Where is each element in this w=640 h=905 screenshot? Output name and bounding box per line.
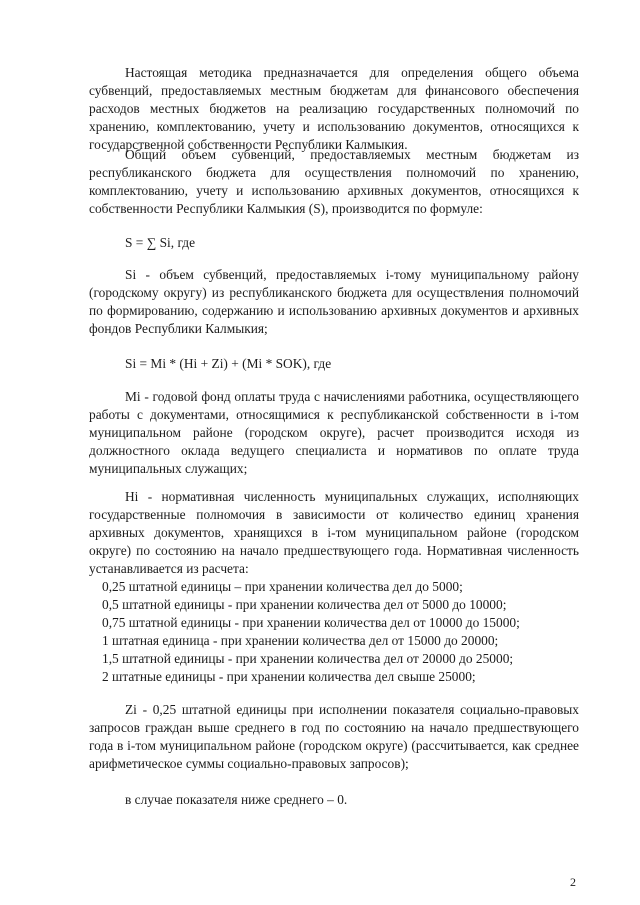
zi-definition: Zi - 0,25 штатной единицы при исполнении показателя социально-правовых запросов граждан выше среднего в год по состоянию на начало предшествующего года в i-том муниципальном районе (городском округе) (рассчитывается, как среднее арифметическое суммы социально-правовых запросов); — [89, 702, 579, 771]
hi-norms-list — [89, 578, 579, 686]
page-number: 2 — [570, 875, 576, 889]
list-item: 0,5 штатной единицы - при хранении количества дел от 5000 до 10000; — [102, 597, 507, 612]
list-item: 1 штатная единица - при хранении количества дел от 15000 до 20000; — [102, 633, 499, 648]
list-item: 1,5 штатной единицы - при хранении количества дел от 20000 до 25000; — [102, 651, 514, 666]
list-item: 0,75 штатной единицы - при хранении количества дел от 10000 до 15000; — [102, 615, 520, 630]
zi-below-average: в случае показателя ниже среднего – 0. — [125, 792, 348, 807]
si-definition: Si - объем субвенций, предоставляемых i-тому муниципальному району (городскому округу) из республиканского бюджета для осуществления полномочий по формированию, содержанию и использованию архивных документов и архивных фондов Республики Калмыкия; — [89, 267, 579, 336]
intro-paragraph-2: Общий объем субвенций, предоставляемых местным бюджетам из республиканского бюджета для осуществления полномочий по хранению, комплектованию, учету и использованию архивных документов, относящихся к собственности Республики Калмыкия (S), производится по формуле: — [89, 147, 579, 216]
formula-total: S = ∑ Si, где — [125, 235, 196, 250]
list-item: 0,25 штатной единицы – при хранении количества дел до 5000; — [102, 579, 463, 594]
list-item: 2 штатные единицы - при хранении количества дел свыше 25000; — [102, 669, 476, 684]
hi-definition: Hi - нормативная численность муниципальных служащих, исполняющих государственные полномочия в зависимости от количество единиц хранения архивных документов, хранящихся в i-том муниципальном районе (городском округе) по состоянию на начало предшествующего года. Нормативная численность устанавливается из расчета: — [89, 489, 579, 576]
intro-paragraph-1: Настоящая методика предназначается для определения общего объема субвенций, предоставляемых местным бюджетам для финансового обеспечения расходов местных бюджетов на реализацию государственных полномочий по хранению, комплектованию, учету и использованию документов, относящихся к государственной собственности Республики Калмыкия. — [89, 65, 579, 152]
formula-si: Si = Mi * (Hi + Zi) + (Mi * SOK), где — [125, 356, 332, 371]
mi-definition: Mi - годовой фонд оплаты труда с начислениями работника, осуществляющего работы с документами, относящимися к республиканской собственности в i-том муниципальном районе (городском округе), расчет производится исходя из должностного оклада ведущего специалиста и нормативов по оплате труда муниципальных служащих; — [89, 389, 579, 476]
